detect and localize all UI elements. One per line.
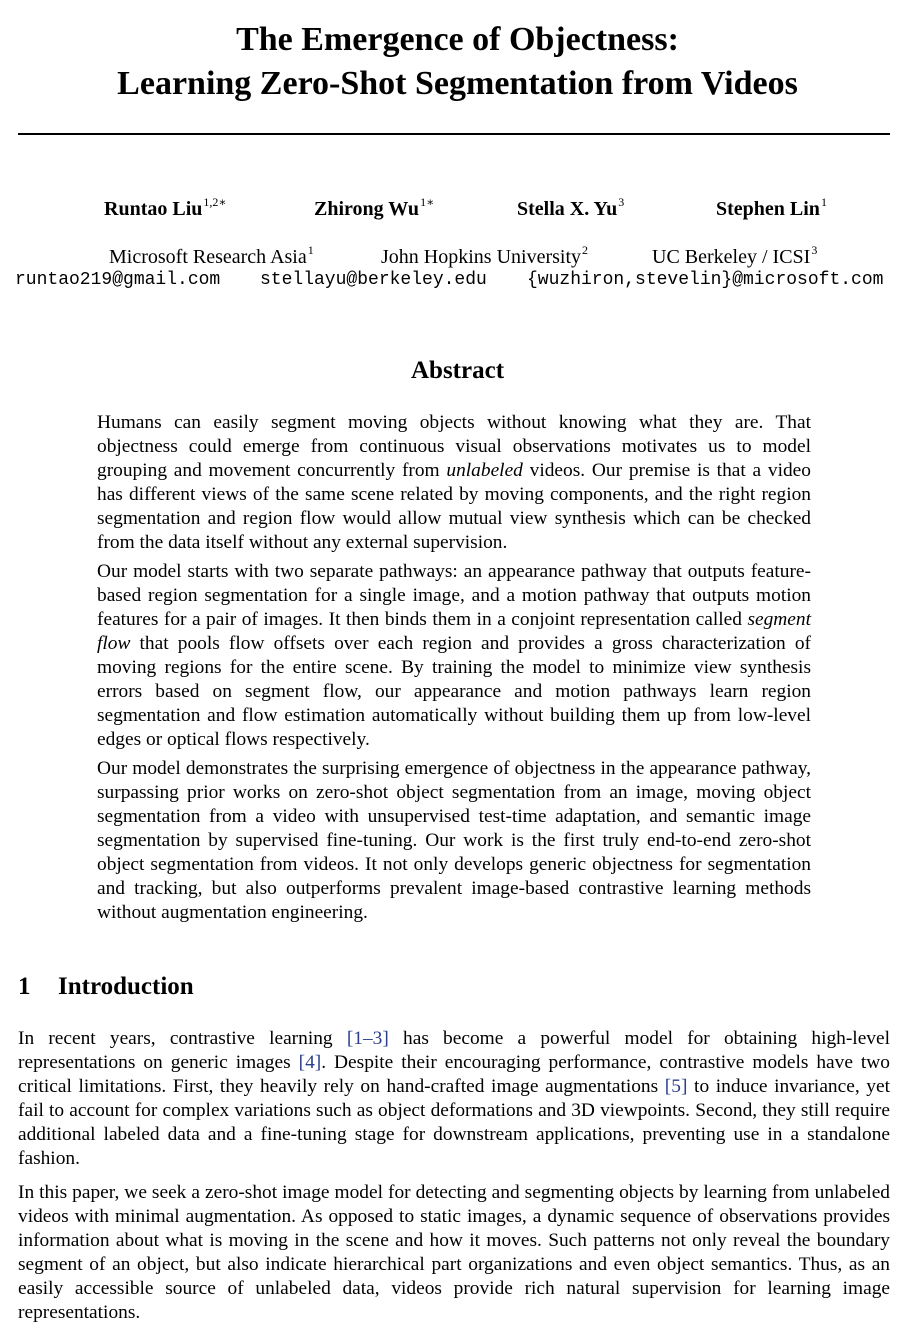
intro-paragraph-2: In this paper, we seek a zero-shot image model for detecting and segmenting objects by learning from unlabeled videos with minimal augmentation. As opposed to static images, a dynamic sequence of observations provides information about what is moving in the scene and how it moves. Such patterns not only reveal the boundary segment of an object, but also indicate hierarchical part organizations and even object semantics. Thus, as an easily accessible source of unlabeled data, videos provide rich natural supervision for learning image representations. <box>18 1182 890 1323</box>
title-rule <box>18 133 890 135</box>
introduction-body <box>18 1027 890 1335</box>
author-name: Stella X. Yu <box>517 198 618 220</box>
abstract-paragraph-1 <box>97 411 811 555</box>
affiliation-mark: 3 <box>811 243 818 257</box>
abstract-paragraph-3: Our model demonstrates the surprising emergence of objectness in the appearance pathway, surpassing prior works on zero-shot object segmentation from an image, moving object segmentation from a video with unsupervised test-time adaptation, and semantic image segmentation by supervised fine-tuning. Our work is the first truly end-to-end zero-shot object segmentation from videos. It not only develops generic objectness for segmentation and tracking, but also outperforms prevalent image-based contrastive learning methods without augmentation engineering. <box>97 758 811 923</box>
intro-text: In recent years, contrastive learning <box>18 1028 347 1049</box>
abstract-body <box>97 411 811 930</box>
author-stephen-lin <box>716 195 827 221</box>
email-list <box>0 270 915 294</box>
author-stella-yu <box>517 195 624 221</box>
author-zhirong-wu <box>314 195 434 221</box>
author-affiliation-mark: 1,2∗ <box>203 195 227 209</box>
intro-text: . Despite their encouraging performance, contrastive models have two critical limitations. First, they heavily rely on hand-crafted image augmentations <box>18 1052 890 1097</box>
affiliation-name: UC Berkeley / ICSI <box>652 246 811 268</box>
paper-title-line-1: The Emergence of Objectness: <box>236 21 679 58</box>
abstract-emphasis: unlabeled <box>446 460 523 481</box>
section-number: 1 <box>18 973 31 1000</box>
email-stella: stellayu@berkeley.edu <box>260 270 487 290</box>
abstract-text: that pools flow offsets over each region and provides a gross characterization of moving regions for the entire scene. By training the model to minimize view synthesis errors based on segment flow, our appearance and motion pathways learn region segmentation and flow estimation automatically without building them up from low-level edges or optical flows respectively. <box>97 633 811 750</box>
author-name: Zhirong Wu <box>314 198 420 220</box>
affiliation-mark: 1 <box>307 243 314 257</box>
abstract-text: videos. Our premise is that a video has different views of the same scene related by moving components, and the right region segmentation and region flow would allow mutual view synthesis which can be checked from the data itself without any external supervision. <box>97 460 811 553</box>
abstract-text: Humans can easily segment moving objects without knowing what they are. That objectness could emerge from continuous visual observations motivates us to model grouping and movement concurrently from <box>97 412 811 481</box>
affiliation-mark: 2 <box>582 243 588 257</box>
author-name: Runtao Liu <box>104 198 203 220</box>
affiliation-list <box>0 243 915 269</box>
section-heading-introduction <box>18 971 194 1003</box>
affiliation-berkeley <box>652 243 817 269</box>
email-microsoft: {wuzhiron,stevelin}@microsoft.com <box>527 270 884 290</box>
paper-title <box>0 18 915 106</box>
section-title: Introduction <box>58 973 194 1000</box>
affiliation-name: Microsoft Research Asia <box>109 246 307 268</box>
affiliation-msra <box>109 243 314 269</box>
abstract-text: Our model starts with two separate pathways: an appearance pathway that outputs feature-based region segmentation for a single image, and a motion pathway that outputs motion features for a pair of images. It then binds them in a conjoint representation called <box>97 561 811 630</box>
citation-link[interactable]: [1–3] <box>346 1028 389 1049</box>
citation-link[interactable]: [4] <box>298 1052 322 1073</box>
abstract-emphasis: segment flow <box>97 609 811 654</box>
author-list <box>0 195 915 225</box>
abstract-heading: Abstract <box>410 357 505 384</box>
author-affiliation-mark: 3 <box>618 195 625 209</box>
author-runtao-liu <box>104 195 227 221</box>
affiliation-jhu <box>381 243 588 269</box>
intro-text: has become a powerful model for obtaining high-level representations on generic images <box>18 1028 890 1073</box>
author-affiliation-mark: 1∗ <box>420 195 435 209</box>
email-runtao: runtao219@gmail.com <box>15 270 221 290</box>
paper-title-line-2: Learning Zero-Shot Segmentation from Videos <box>117 65 798 102</box>
abstract-paragraph-2 <box>97 560 811 752</box>
intro-paragraph-1 <box>18 1027 890 1171</box>
intro-text: to induce invariance, yet fail to account for complex variations such as object deformations and 3D viewpoints. Second, they still require additional labeled data and a fine-tuning stage for downstream applications, preventing use in a standalone fashion. <box>18 1076 891 1169</box>
affiliation-name: John Hopkins University <box>381 246 581 268</box>
author-affiliation-mark: 1 <box>820 195 827 209</box>
citation-link[interactable]: [5] <box>664 1076 688 1097</box>
author-name: Stephen Lin <box>716 198 820 220</box>
